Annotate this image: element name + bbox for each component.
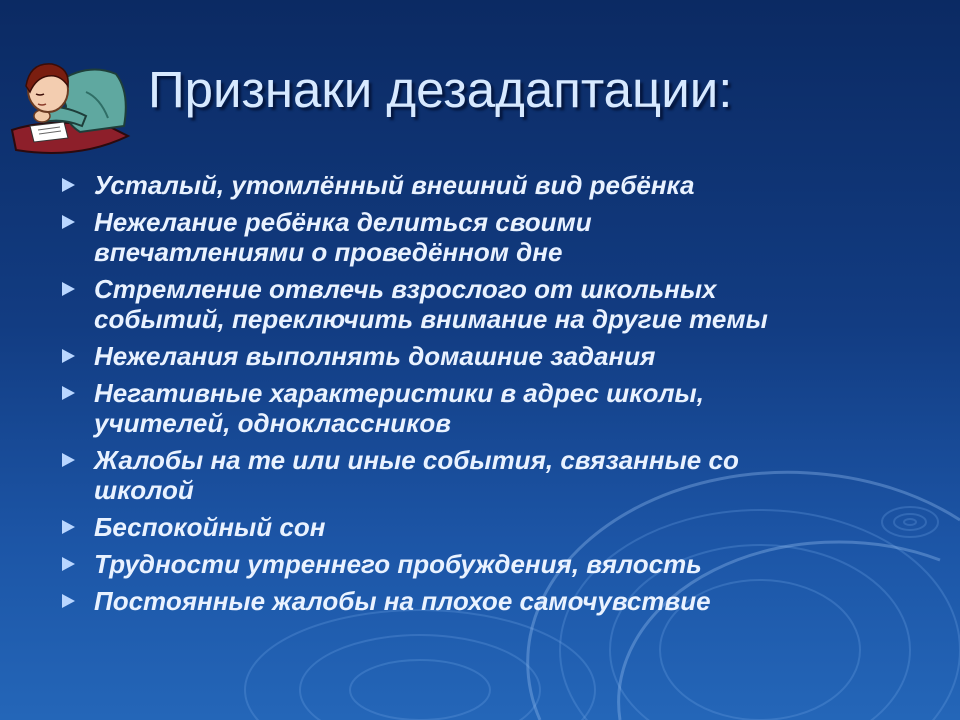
bullet-line: Нежелания выполнять домашние задания: [94, 341, 656, 371]
bullet-item: [62, 170, 932, 200]
triangle-bullet-icon: [62, 453, 75, 467]
bullet-line: Постоянные жалобы на плохое самочувствие: [94, 586, 711, 616]
bullet-line: Беспокойный сон: [94, 512, 326, 542]
bullet-list: [62, 170, 932, 623]
bullet-item: [62, 445, 932, 505]
bullet-line: учителей, одноклассников: [94, 408, 451, 438]
triangle-bullet-icon: [62, 282, 75, 296]
bullet-line: Жалобы на те или иные события, связанные со: [94, 445, 739, 475]
bullet-item: [62, 549, 932, 579]
triangle-bullet-icon: [62, 594, 75, 608]
bullet-line: школой: [94, 475, 194, 505]
triangle-bullet-icon: [62, 178, 75, 192]
bullet-item: [62, 512, 932, 542]
bullet-item: [62, 341, 932, 371]
bullet-line: впечатлениями о проведённом дне: [94, 237, 563, 267]
bullet-item: [62, 274, 932, 334]
triangle-bullet-icon: [62, 349, 75, 363]
bullet-line: Трудности утреннего пробуждения, вялость: [94, 549, 702, 579]
triangle-bullet-icon: [62, 215, 75, 229]
bullet-line: Стремление отвлечь взрослого от школьных: [94, 274, 717, 304]
bullet-item: [62, 207, 932, 267]
bullet-line: Негативные характеристики в адрес школы,: [94, 378, 704, 408]
bullet-line: событий, переключить внимание на другие темы: [94, 304, 768, 334]
triangle-bullet-icon: [62, 520, 75, 534]
slide-title: Признаки дезадаптации:: [148, 61, 733, 118]
triangle-bullet-icon: [62, 386, 75, 400]
bullet-line: Усталый, утомлённый внешний вид ребёнка: [94, 170, 695, 200]
bullet-item: [62, 378, 932, 438]
bullet-line: Нежелание ребёнка делиться своими: [94, 207, 592, 237]
triangle-bullet-icon: [62, 557, 75, 571]
bullet-item: [62, 586, 932, 616]
tired-student-icon: [8, 52, 136, 162]
